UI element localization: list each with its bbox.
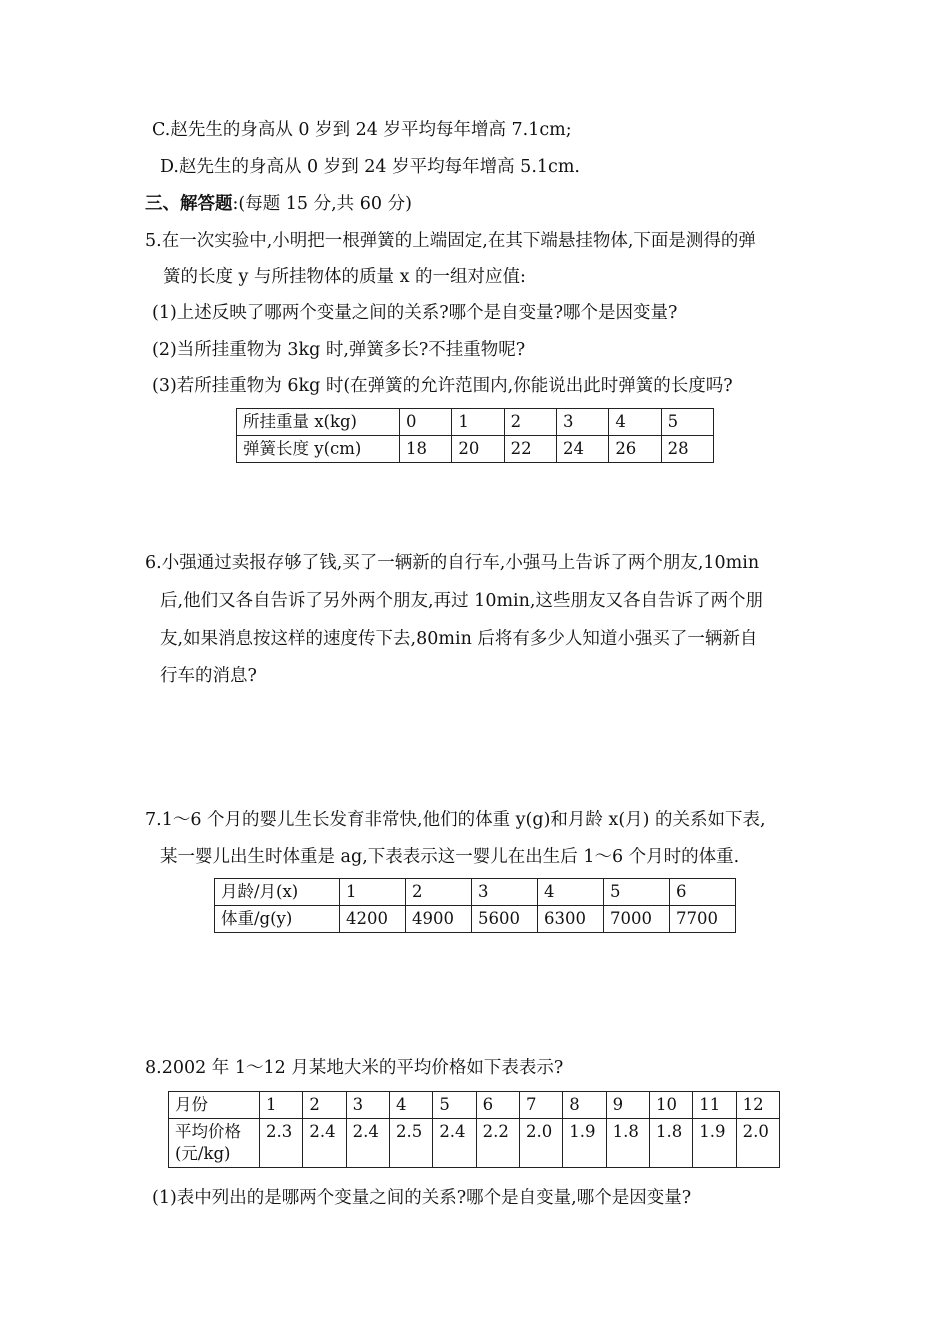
spring-table [236, 408, 714, 463]
table-cell: 1.8 [606, 1119, 649, 1168]
q4-option-d: D.赵先生的身高从 0 岁到 24 岁平均每年增高 5.1cm. [160, 157, 580, 177]
price-unit: (元/kg) [175, 1144, 231, 1163]
table-header-cell: 月份 [169, 1092, 260, 1119]
table-row [169, 1119, 780, 1168]
table-cell: 1 [260, 1092, 303, 1119]
table-header-cell: 体重/g(y) [215, 906, 340, 933]
table-cell: 2 [406, 879, 472, 906]
q5-subquestion-3: (3)若所挂重物为 6kg 时(在弹簧的允许范围内,你能说出此时弹簧的长度吗? [152, 376, 733, 396]
table-cell: 11 [693, 1092, 736, 1119]
table-cell: 2 [303, 1092, 346, 1119]
price-label: 平均价格 [175, 1122, 241, 1141]
table-row [215, 879, 736, 906]
table-cell: 1 [452, 409, 504, 436]
table-cell: 10 [649, 1092, 692, 1119]
table-cell: 1.9 [693, 1119, 736, 1168]
table-row [169, 1092, 780, 1119]
table-cell: 2.0 [519, 1119, 562, 1168]
section-title: 三、解答题 [145, 194, 233, 214]
q8-subquestion-1: (1)表中列出的是哪两个变量之间的关系?哪个是自变量,哪个是因变量? [152, 1188, 692, 1208]
table-cell: 18 [400, 436, 452, 463]
table-cell: 1 [340, 879, 406, 906]
rice-price-table [168, 1091, 780, 1168]
table-cell: 24 [556, 436, 608, 463]
table-cell: 20 [452, 436, 504, 463]
table-row [237, 409, 714, 436]
table-cell: 6 [670, 879, 736, 906]
q6-text-line-2: 后,他们又各自告诉了另外两个朋友,再过 10min,这些朋友又各自告诉了两个朋 [160, 591, 763, 611]
table-cell: 7700 [670, 906, 736, 933]
q4-option-c: C.赵先生的身高从 0 岁到 24 岁平均每年增高 7.1cm; [152, 120, 572, 140]
table-cell: 1.8 [649, 1119, 692, 1168]
table-cell: 7 [519, 1092, 562, 1119]
table-cell: 4 [538, 879, 604, 906]
table-header-cell: 所挂重量 x(kg) [237, 409, 400, 436]
table-cell: 5 [661, 409, 713, 436]
table-cell: 8 [563, 1092, 606, 1119]
q6-text-line-4: 行车的消息? [160, 666, 257, 686]
q8-text-line-1: 8.2002 年 1～12 月某地大米的平均价格如下表表示? [145, 1058, 564, 1078]
table-cell: 2.3 [260, 1119, 303, 1168]
table-cell: 3 [346, 1092, 389, 1119]
table-cell: 9 [606, 1092, 649, 1119]
table-cell: 4 [609, 409, 661, 436]
table-cell: 2.5 [389, 1119, 432, 1168]
table-cell: 3 [556, 409, 608, 436]
table-cell: 5 [433, 1092, 476, 1119]
table-cell: 28 [661, 436, 713, 463]
table-row [215, 906, 736, 933]
table-cell: 5600 [472, 906, 538, 933]
section-heading [145, 192, 412, 216]
q5-text-line-2: 簧的长度 y 与所挂物体的质量 x 的一组对应值: [163, 267, 526, 287]
table-cell: 6300 [538, 906, 604, 933]
table-cell: 2.2 [476, 1119, 519, 1168]
table-header-cell [169, 1119, 260, 1168]
table-cell: 3 [472, 879, 538, 906]
q5-text-line-1: 5.在一次实验中,小明把一根弹簧的上端固定,在其下端悬挂物体,下面是测得的弹 [145, 231, 756, 251]
table-row [237, 436, 714, 463]
table-cell: 4900 [406, 906, 472, 933]
table-cell: 22 [504, 436, 556, 463]
q5-subquestion-1: (1)上述反映了哪两个变量之间的关系?哪个是自变量?哪个是因变量? [152, 303, 678, 323]
table-cell: 5 [604, 879, 670, 906]
table-cell: 0 [400, 409, 452, 436]
table-cell: 4200 [340, 906, 406, 933]
table-cell: 2.0 [736, 1119, 779, 1168]
table-cell: 2.4 [303, 1119, 346, 1168]
table-header-cell: 月龄/月(x) [215, 879, 340, 906]
table-cell: 6 [476, 1092, 519, 1119]
q7-text-line-2: 某一婴儿出生时体重是 ag,下表表示这一婴儿在出生后 1～6 个月时的体重. [160, 847, 740, 867]
q7-text-line-1: 7.1～6 个月的婴儿生长发育非常快,他们的体重 y(g)和月龄 x(月) 的关系如下表, [145, 810, 766, 830]
infant-weight-table [214, 878, 736, 933]
table-cell: 4 [389, 1092, 432, 1119]
q6-text-line-1: 6.小强通过卖报存够了钱,买了一辆新的自行车,小强马上告诉了两个朋友,10min [145, 553, 760, 573]
table-cell: 12 [736, 1092, 779, 1119]
q5-subquestion-2: (2)当所挂重物为 3kg 时,弹簧多长?不挂重物呢? [152, 340, 526, 360]
table-cell: 26 [609, 436, 661, 463]
table-cell: 2.4 [433, 1119, 476, 1168]
section-note: :(每题 15 分,共 60 分) [232, 194, 412, 214]
table-cell: 1.9 [563, 1119, 606, 1168]
table-cell: 2.4 [346, 1119, 389, 1168]
table-cell: 7000 [604, 906, 670, 933]
table-header-cell: 弹簧长度 y(cm) [237, 436, 400, 463]
q6-text-line-3: 友,如果消息按这样的速度传下去,80min 后将有多少人知道小强买了一辆新自 [160, 629, 758, 649]
table-cell: 2 [504, 409, 556, 436]
